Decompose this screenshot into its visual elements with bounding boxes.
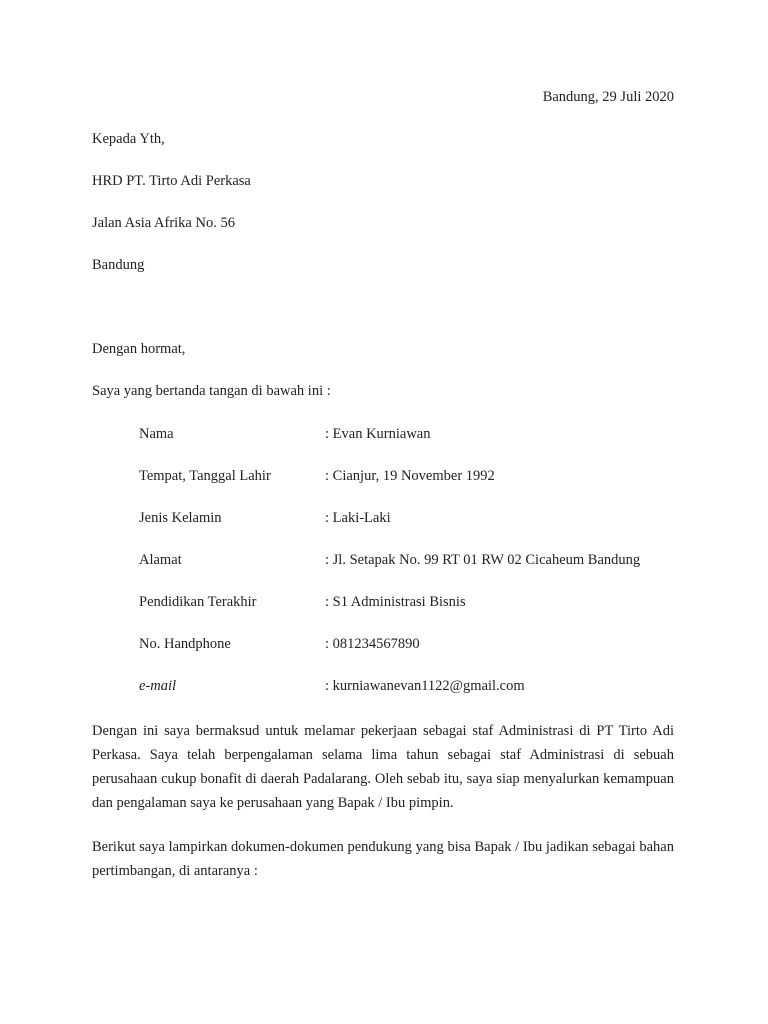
- detail-label: Tempat, Tanggal Lahir: [139, 468, 271, 484]
- detail-label: e-mail: [139, 678, 177, 694]
- detail-row-phone: [139, 632, 699, 656]
- detail-row-education: [139, 590, 699, 614]
- recipient-line-3: Bandung: [92, 257, 145, 273]
- detail-row-address: [139, 548, 699, 572]
- body-paragraph-1: Dengan ini saya bermaksud untuk melamar pekerjaan sebagai staf Administrasi di PT Tirto Adi Perkasa. Saya telah berpengalaman selama lima tahun sebagai staf Administrasi di sebuah perusahaan cukup bonafit di daerah Padalarang. Oleh sebab itu, saya siap menyalurkan kemampuan dan pengalaman saya ke perusahaan yang Bapak / Ibu pimpin.: [92, 723, 674, 811]
- letter-date: Bandung, 29 Juli 2020: [542, 89, 674, 105]
- detail-row-gender: [139, 506, 699, 530]
- detail-value: : Jl. Setapak No. 99 RT 01 RW 02 Cicaheum Bandung: [325, 552, 641, 568]
- detail-label: Nama: [139, 426, 174, 442]
- recipient-line-1: HRD PT. Tirto Adi Perkasa: [92, 173, 251, 189]
- detail-value: : S1 Administrasi Bisnis: [325, 594, 466, 610]
- body-paragraph-2: Berikut saya lampirkan dokumen-dokumen pendukung yang bisa Bapak / Ibu jadikan sebagai bahan pertimbangan, di antaranya :: [92, 839, 674, 879]
- detail-label: No. Handphone: [139, 636, 231, 652]
- detail-row-email: [139, 674, 699, 698]
- intro-text: Saya yang bertanda tangan di bawah ini :: [92, 383, 331, 399]
- detail-row-birth: [139, 464, 699, 488]
- detail-value: : kurniawanevan1122@gmail.com: [325, 678, 525, 694]
- detail-value: : Laki-Laki: [325, 510, 391, 526]
- detail-label: Alamat: [139, 552, 182, 568]
- detail-value: : 081234567890: [325, 636, 420, 652]
- recipient-line-2: Jalan Asia Afrika No. 56: [92, 215, 235, 231]
- detail-label: Pendidikan Terakhir: [139, 594, 257, 610]
- recipient-greeting: Kepada Yth,: [92, 131, 165, 147]
- detail-value: : Evan Kurniawan: [325, 426, 431, 442]
- salutation: Dengan hormat,: [92, 341, 186, 357]
- detail-value: : Cianjur, 19 November 1992: [325, 468, 495, 484]
- detail-row-name: [139, 422, 699, 446]
- detail-label: Jenis Kelamin: [139, 510, 222, 526]
